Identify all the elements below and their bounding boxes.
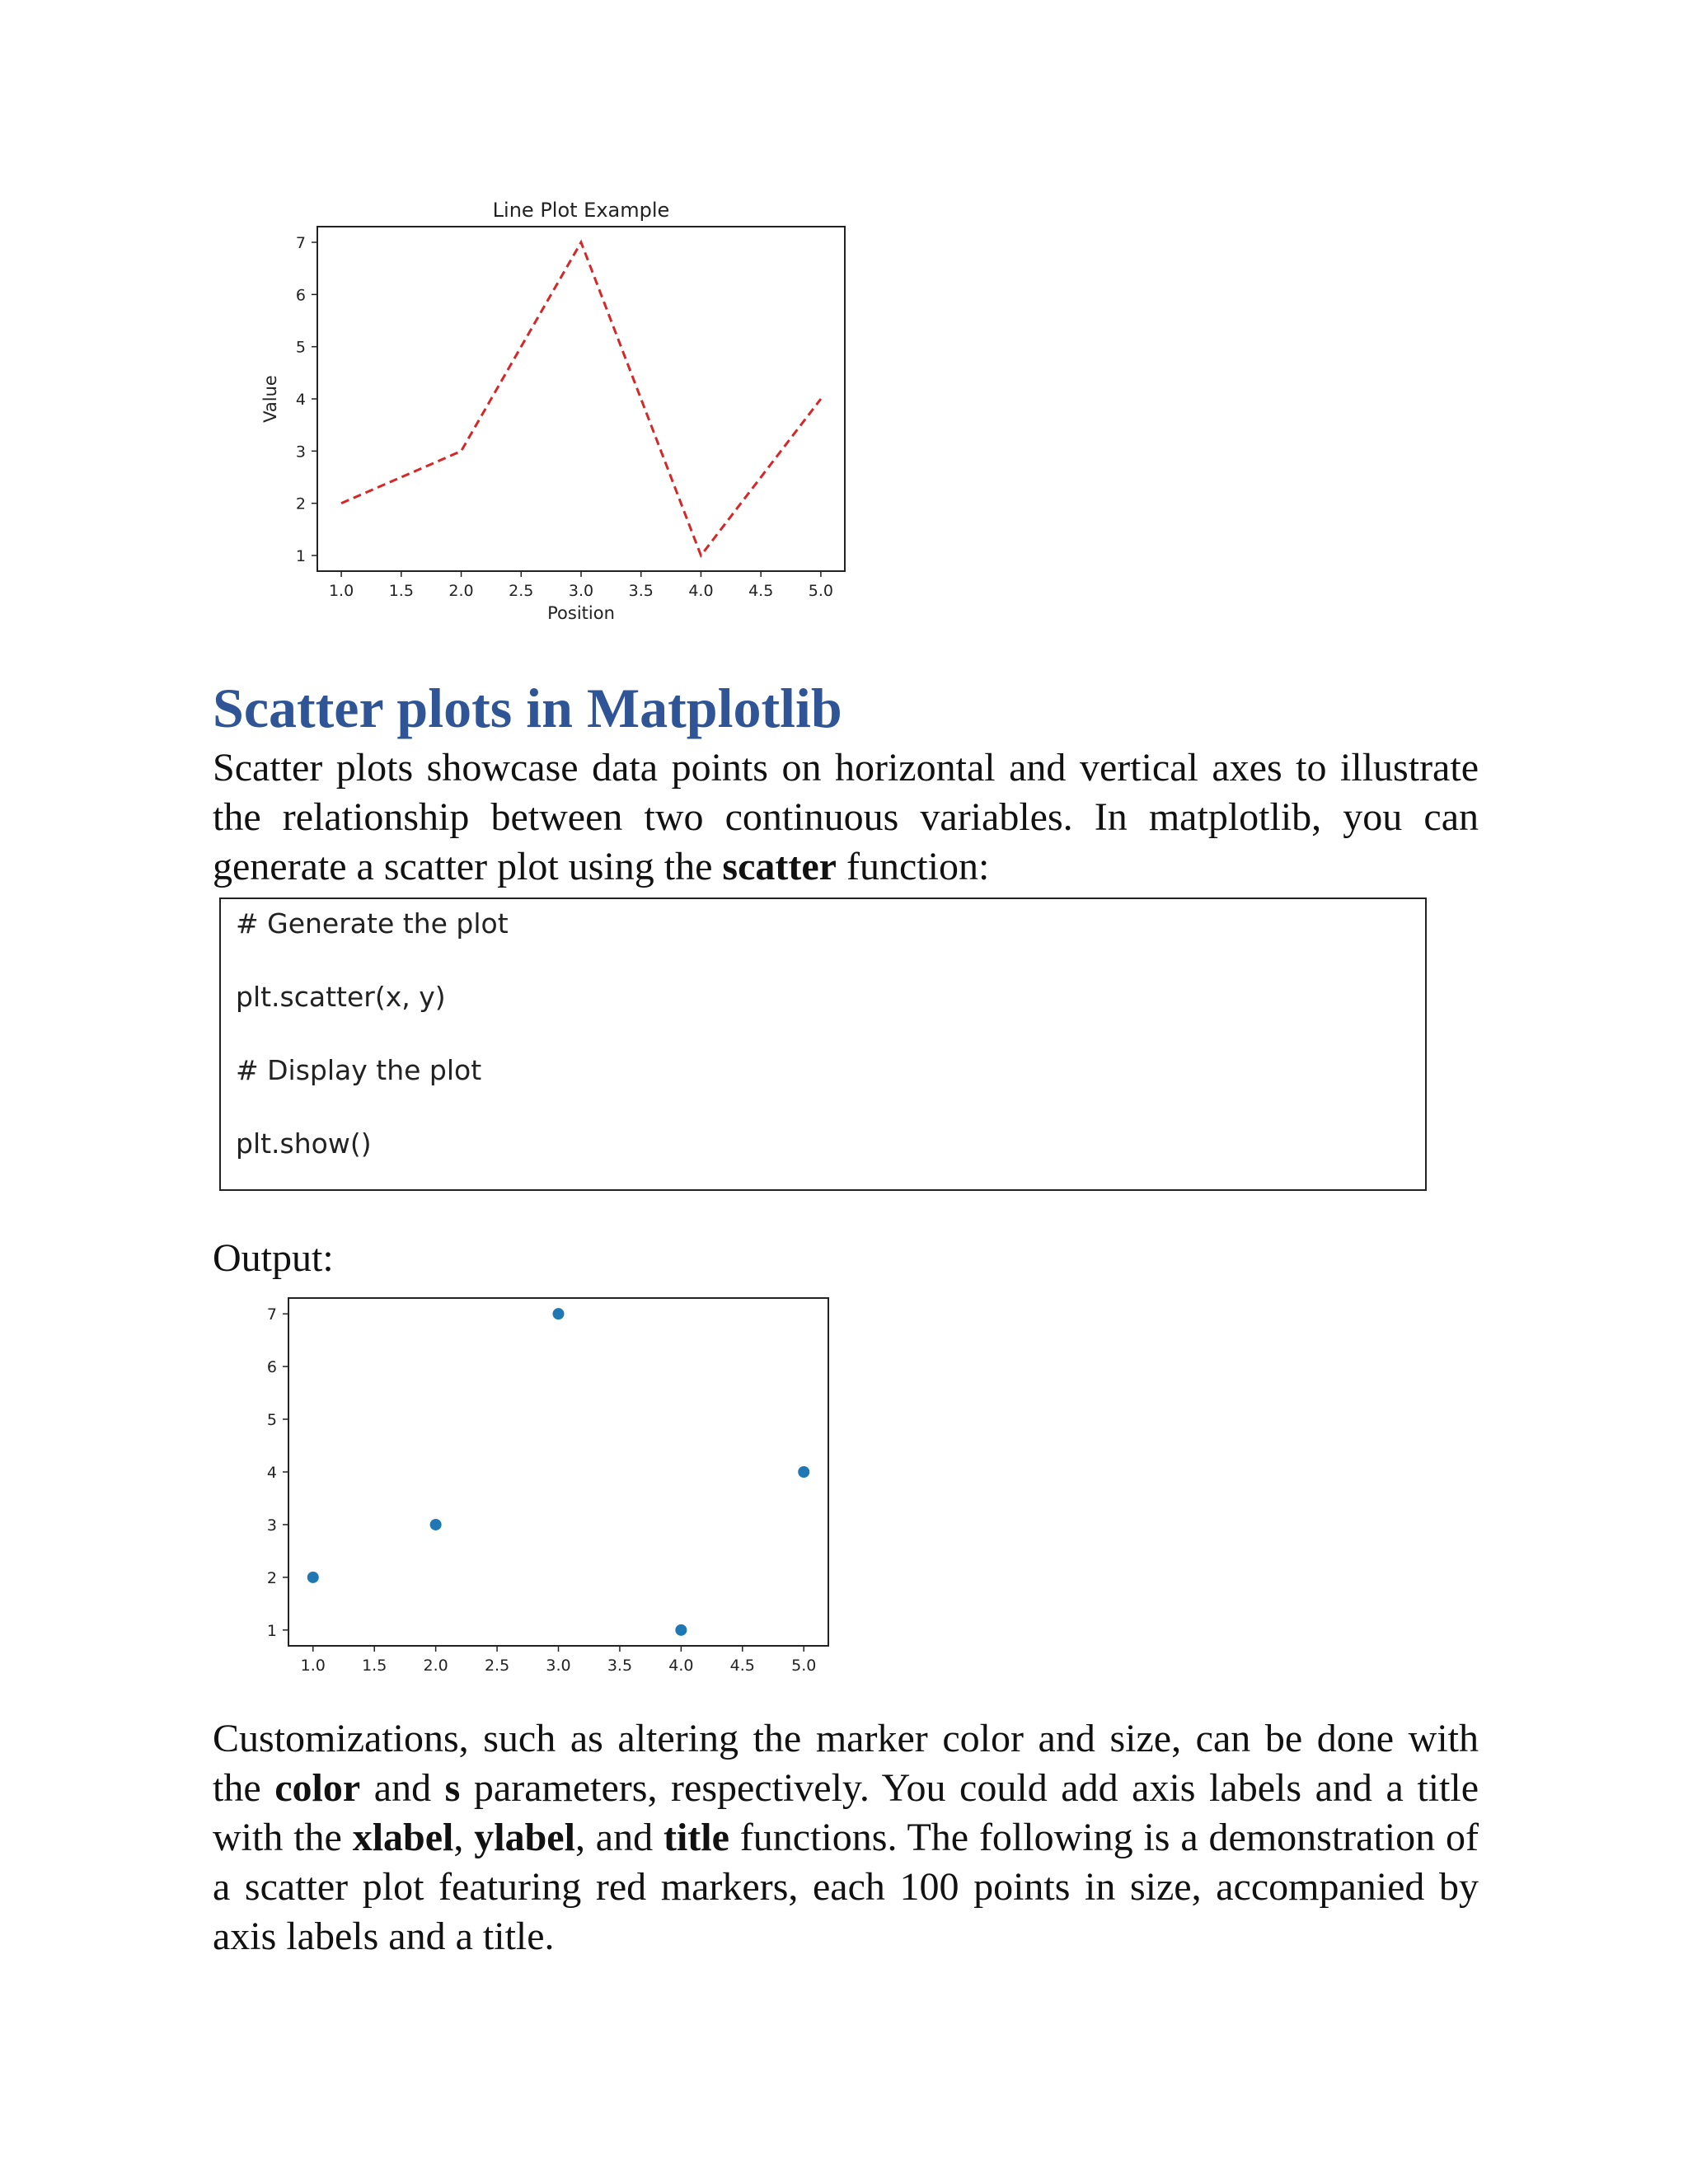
code-line: # Generate the plot (236, 907, 509, 940)
x-tick-label: 1.5 (388, 582, 414, 600)
x-tick-label: 4.5 (748, 582, 774, 600)
y-tick-label: 7 (295, 234, 306, 252)
closing-bold-title: title (663, 1816, 729, 1859)
code-block (219, 898, 1427, 1191)
y-tick-label: 7 (266, 1305, 277, 1324)
intro-bold-scatter: scatter (722, 845, 837, 888)
intro-paragraph (213, 743, 1479, 892)
x-tick-label: 2.0 (448, 582, 474, 600)
scatter-point (553, 1308, 565, 1319)
plot-frame (317, 227, 845, 571)
y-tick-label: 4 (266, 1464, 277, 1482)
closing-text-5: , and (574, 1816, 663, 1859)
closing-bold-s: s (444, 1766, 461, 1810)
x-tick-label: 3.5 (607, 1657, 633, 1675)
x-tick-label: 1.0 (328, 582, 354, 600)
scatter-point (430, 1519, 442, 1530)
closing-paragraph (213, 1714, 1479, 1961)
y-tick-label: 6 (266, 1358, 277, 1377)
section-heading: Scatter plots in Matplotlib (213, 677, 842, 739)
x-tick-label: 3.0 (546, 1657, 571, 1675)
y-tick-label: 2 (266, 1568, 277, 1587)
y-tick-label: 1 (295, 547, 306, 565)
y-tick-label: 5 (266, 1411, 277, 1430)
series-line (341, 242, 821, 555)
closing-text-6: functions. The following is a demonstration of a scatter plot featuring red markers, each 100 points in size, accompanied by axis labels and a title. (213, 1816, 1479, 1958)
y-tick-label: 1 (266, 1621, 277, 1640)
x-tick-label: 1.0 (300, 1657, 326, 1675)
code-line: # Display the plot (236, 1054, 482, 1086)
line-plot-chart (247, 190, 874, 626)
x-tick-label: 4.5 (729, 1657, 755, 1675)
y-tick-label: 3 (266, 1516, 277, 1535)
intro-text-1: Scatter plots showcase data points on horizontal and vertical axes to illustrate the relationship between two continuous variables. In matplotlib, you can generate a scatter plot using the (213, 746, 1479, 888)
chart-title: Line Plot Example (492, 199, 670, 222)
x-tick-label: 3.5 (628, 582, 654, 600)
y-tick-label: 5 (295, 338, 306, 357)
plot-frame (288, 1298, 828, 1646)
code-line: plt.show() (236, 1127, 372, 1160)
x-tick-label: 5.0 (791, 1657, 817, 1675)
scatter-plot-chart (239, 1282, 849, 1685)
y-tick-label: 4 (295, 391, 306, 409)
x-axis-label: Position (547, 603, 615, 623)
y-tick-label: 2 (295, 494, 306, 513)
output-label: Output: (213, 1236, 334, 1280)
closing-bold-color: color (274, 1766, 361, 1810)
y-axis-label: Value (260, 375, 280, 423)
x-tick-label: 2.0 (423, 1657, 448, 1675)
y-tick-label: 3 (295, 443, 306, 462)
closing-text-4: , (453, 1816, 475, 1859)
x-tick-label: 2.5 (484, 1657, 510, 1675)
closing-text-1: Customizations, such as altering the marker color and size, can be done with the (213, 1717, 1479, 1810)
y-tick-label: 6 (295, 286, 306, 305)
x-tick-label: 4.0 (688, 582, 714, 600)
x-tick-label: 4.0 (668, 1657, 694, 1675)
closing-bold-ylabel: ylabel (474, 1816, 575, 1859)
scatter-point (675, 1624, 687, 1636)
closing-text-3: parameters, respectively. You could add axis labels and a title with the (213, 1766, 1479, 1859)
x-tick-label: 1.5 (362, 1657, 387, 1675)
x-tick-label: 2.5 (509, 582, 534, 600)
x-tick-label: 5.0 (808, 582, 834, 600)
x-tick-label: 3.0 (568, 582, 594, 600)
code-line: plt.scatter(x, y) (236, 981, 446, 1013)
closing-text-2: and (360, 1766, 445, 1810)
intro-text-2: function: (836, 845, 990, 888)
scatter-point (798, 1466, 809, 1478)
scatter-point (307, 1572, 319, 1583)
closing-bold-xlabel: xlabel (352, 1816, 454, 1859)
